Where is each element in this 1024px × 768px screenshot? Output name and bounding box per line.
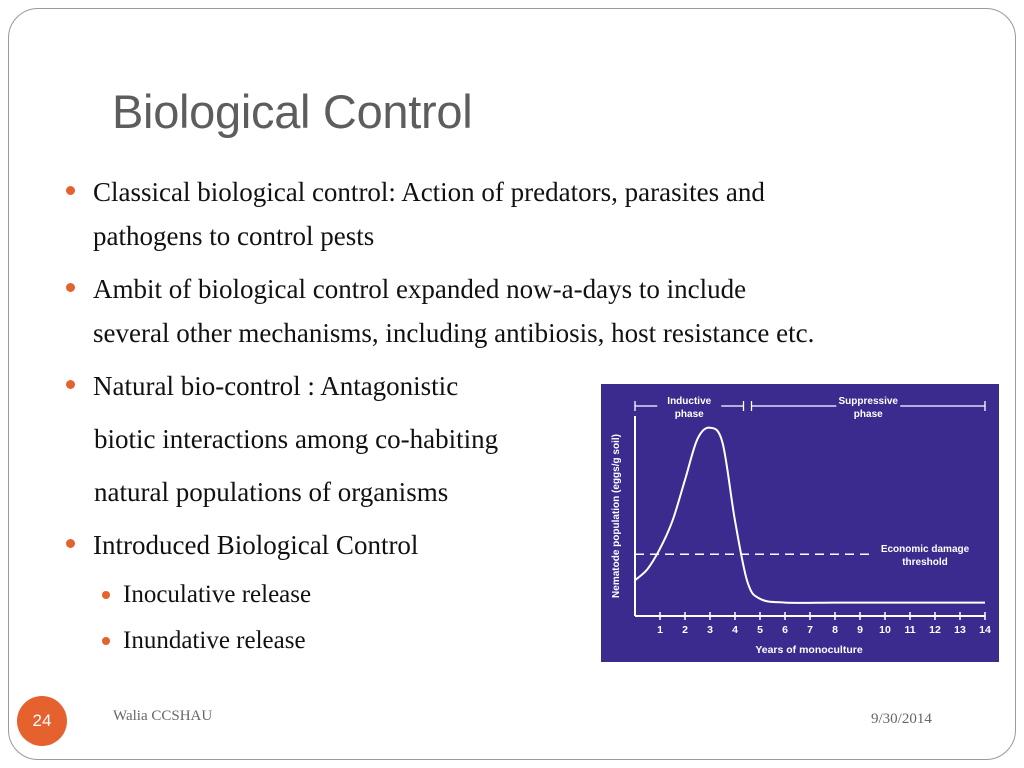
phase-label-line2: phase (674, 409, 704, 420)
phase-label-line2: phase (853, 409, 883, 420)
chart-svg (601, 384, 999, 662)
threshold-label-line2: threshold (902, 557, 948, 569)
x-tick-label: 11 (904, 624, 916, 636)
x-tick-label: 9 (857, 624, 863, 636)
x-tick-label: 7 (807, 624, 813, 636)
bullet-text-continued: pathogens to control pests (93, 221, 375, 251)
x-tick-label: 10 (879, 624, 891, 636)
x-tick-label: 2 (682, 624, 688, 636)
series-line (635, 428, 985, 603)
slide-title: Biological Control (112, 85, 473, 138)
sub-bullet-text: Inoculative release (123, 581, 312, 608)
footer-author: Walia CCSHAU (113, 708, 213, 724)
page-number-badge: 24 (17, 696, 67, 746)
bullet-text: Classical biological control: Action of predators, parasites and (93, 177, 765, 207)
sub-bullet-dot-icon (102, 591, 110, 599)
bullet-text-continued: several other mechanisms, including antibiosis, host resistance etc. (93, 318, 815, 348)
bullet-dot-icon (66, 380, 75, 389)
bullet-continuation: natural populations of organisms (94, 477, 449, 507)
sub-bullet-dot-icon (102, 637, 110, 645)
x-tick-label: 4 (732, 624, 738, 636)
x-tick-label: 6 (782, 624, 788, 636)
x-tick-label: 13 (954, 624, 966, 636)
bullet-dot-icon (66, 186, 75, 195)
x-tick-label: 14 (979, 624, 991, 636)
bullet-dot-icon (66, 283, 75, 292)
bullet-classical-control (62, 170, 992, 258)
footer-date: 9/30/2014 (871, 711, 932, 727)
x-tick-label: 5 (757, 624, 763, 636)
threshold-label-line1: Economic damage (880, 544, 970, 556)
bullet-text: Introduced Biological Control (93, 530, 419, 560)
phase-label-line1: Suppressive (838, 396, 898, 407)
x-tick-label: 3 (707, 624, 713, 636)
bullet-dot-icon (66, 539, 75, 548)
bullet-text: Natural bio-control : Antagonistic (93, 371, 459, 401)
y-axis-label: Nematode population (eggs/g soil) (611, 434, 622, 598)
x-tick-label: 12 (929, 624, 941, 636)
x-tick-label: 1 (657, 624, 663, 636)
x-axis-label: Years of monoculture (755, 644, 863, 656)
bullet-continuation: biotic interactions among co-habiting (94, 424, 499, 454)
nematode-population-chart (601, 384, 999, 662)
bullet-ambit (62, 267, 992, 355)
x-tick-label: 8 (832, 624, 838, 636)
bullet-text: Ambit of biological control expanded now-a-days to include (93, 274, 747, 304)
sub-bullet-text: Inundative release (123, 627, 306, 654)
phase-label-line1: Inductive (667, 396, 712, 407)
